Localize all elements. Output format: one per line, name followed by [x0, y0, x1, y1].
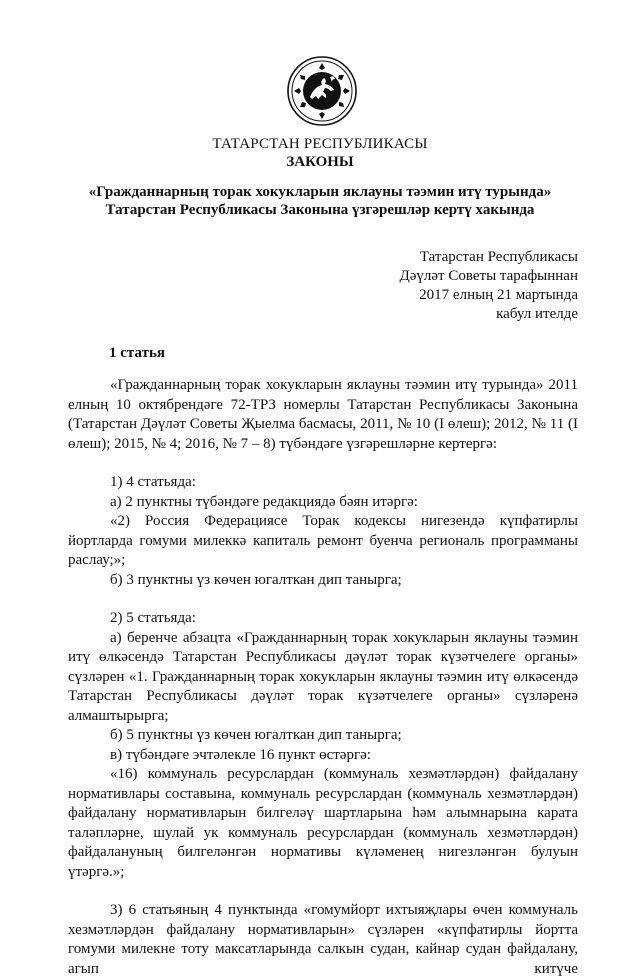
section-2-item-b: б) 5 пунктны үз көчен югалткан дип танырга;	[110, 727, 402, 743]
section-1-item-b: б) 3 пунктны үз көчен югалткан дип танырга;	[110, 571, 402, 588]
law-heading: ЗАКОНЫ	[286, 154, 354, 170]
article-heading: 1 статья	[109, 345, 165, 361]
law-title-line1: «Гражданнарның торак хокукларын яклауны тәэмин итү турында»	[88, 184, 552, 200]
law-title-line2: Татарстан Республикасы Законына үзгәрешләр кертү хакында	[105, 202, 535, 218]
adoption-line: Дәүләт Советы тарафыннан	[399, 268, 578, 284]
republic-heading: ТАТАРСТАН РЕСПУБЛИКАСЫ	[212, 136, 428, 152]
intro-paragraph: «Гражданнарның торак хокукларын яклауны тәэмин итү турында» 2011 елның 10 октябрендәге 72-ТРЗ номерлы Татарстан Республикасы Законына (Татарстан Дәүләт Советы Җыелма басмасы, 2011, № 10 (I өлеш); 2012, № 11 (I өлеш); 2015, № 4; 2016, № 7 – 8) түбәндәге үзгәрешләрне кертергә:	[68, 377, 578, 452]
section-1-item-a: а) 2 пунктны түбәндәге редакциядә бәян итәргә:	[110, 493, 418, 510]
section-2-item-c-text: «16) коммуналь ресурслардан (коммуналь хезмәтләрдән) файдалану нормативлары составына, коммуналь ресурслардан (коммуналь хезмәтләрдән) файдалану нормативларын билгеләү шартларына һәм алымнарына карата таләпләрне, шулай ук коммуналь ресурслардан (коммуналь хезмәтләрдән) файдалануның билгеләнгән нормативы күләменең нигезләнгән булуын үтәргә.»;	[68, 766, 578, 880]
adoption-block	[400, 248, 578, 324]
section-2-item-c: в) түбәндәге эчтәлекле 16 пункт өстәргә:	[110, 746, 371, 763]
coat-of-arms-icon	[286, 55, 358, 127]
section-1-item-a-text: «2) Россия Федерациясе Торак кодексы нигезендә күпфатирлы йортларда гомуми милеккә капиталь ремонт буенча региональ программаны раслау;»;	[68, 513, 578, 568]
section-1-heading: 1) 4 статьяда:	[110, 474, 196, 490]
section-3-paragraph: 3) 6 статьяның 4 пунктында «гомумйорт ихтыяҗлары өчен коммуналь хезмәтләрдән файдалану нормативларын» сүзләрен «күпфатирлы йортта гомуми милекне тоту максатларында салкын судан, кайнар судан файдалану, агып китүче	[68, 902, 578, 977]
article-body	[68, 376, 578, 979]
section-2-heading: 2) 5 статьяда:	[110, 610, 196, 626]
adoption-line: кабул ителде	[496, 306, 578, 322]
section-2-item-a: а) беренче абзацта «Гражданнарның торак хокукларын яклауны тәэмин итү өлкәсендә Татарстан Республикасы дәүләт торак күзәтчелеге органы» сүзләрен «1. Гражданнарның торак хокукларын яклауны тәэмин итү өлкәсендә Татарстан Республикасы дәүләт торак күзәтчелеге органы» сүзләренә алмаштырырга;	[68, 629, 578, 724]
adoption-line: Татарстан Республикасы	[419, 249, 578, 265]
adoption-line: 2017 елның 21 мартында	[419, 287, 578, 303]
